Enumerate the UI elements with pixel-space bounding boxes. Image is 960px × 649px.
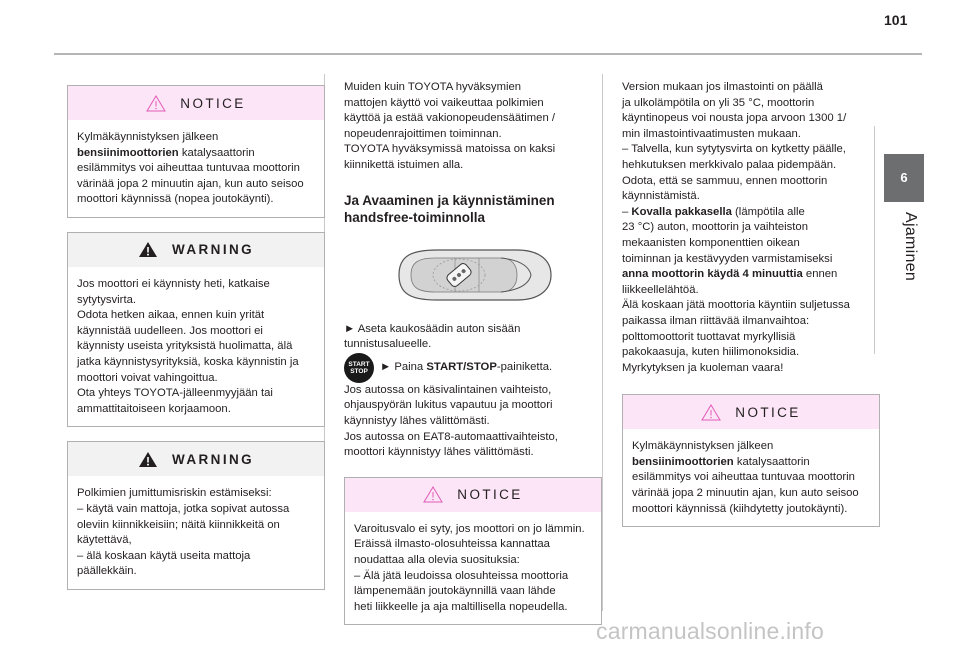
- start-stop-button-icon: [344, 353, 374, 383]
- warning-header: [68, 233, 324, 267]
- text-line: toiminnan ja kestävyyden varmistamiseksi: [622, 252, 833, 265]
- notice-box-2: [344, 477, 602, 626]
- text-line: Version mukaan jos ilmastointi on päällä: [622, 81, 823, 93]
- text-line: mattojen käyttö voi vaikeuttaa polkimien: [344, 96, 544, 109]
- text-line: [622, 205, 880, 221]
- section-title-line: handsfree-toiminnolla: [344, 209, 486, 225]
- notice-box-3: [622, 394, 880, 527]
- step-2-prefix: ► Paina: [380, 360, 427, 373]
- column-rule-2: [602, 74, 603, 611]
- text-line: ohjauspyörän lukitus vapautuu ja moottori: [344, 399, 553, 412]
- text-line: käynnisty useista yrityksistä huolimatta, älä: [77, 340, 293, 353]
- chapter-tab[interactable]: 6: [884, 154, 924, 202]
- text-line: hehkutuksen merkkivalo palaa pidempään.: [622, 158, 837, 171]
- notice-triangle-icon: [701, 404, 721, 421]
- text-line: sytytysvirta.: [77, 293, 136, 306]
- warning-triangle-icon: [138, 241, 158, 258]
- text-suffix: katalysaattorin: [733, 455, 810, 468]
- column-1: [67, 85, 325, 604]
- text-line: ammattitaitoiseen korjaamoon.: [77, 402, 231, 415]
- section-title-line: Ja Avaaminen ja käynnistäminen: [344, 192, 555, 208]
- text-line: min ilmastointivaatimusten mukaan.: [622, 127, 801, 140]
- text-line: – Älä jätä leudoissa olosuhteissa moottoria: [354, 569, 569, 582]
- notice-title: NOTICE: [457, 487, 523, 503]
- start-icon-label: START: [348, 360, 370, 368]
- warning-box-1: [67, 232, 325, 427]
- text-line: ja ulkolämpötila on yli 35 °C, moottorin: [622, 96, 815, 109]
- text-line: käynnistyy lähes välittömästi.: [344, 414, 490, 427]
- step-1-line: tunnistusalueelle.: [344, 338, 432, 351]
- text-line: moottori voivat vahingoittua.: [77, 371, 218, 384]
- notice-triangle-icon: [146, 95, 166, 112]
- text-line: Eräissä ilmasto-olosuhteissa kannattaa: [354, 538, 550, 551]
- section-title: [344, 192, 602, 226]
- page-number: 101: [884, 12, 908, 28]
- column-2: [344, 80, 602, 639]
- text-line: Polkimien jumittumisriskin estämiseksi:: [77, 487, 272, 500]
- header-divider: [54, 53, 922, 55]
- text-line: esilämmitys voi aiheuttaa tuntuvaa moottorin: [632, 471, 855, 484]
- notice-body: [623, 429, 879, 526]
- steps: [344, 322, 602, 461]
- intro-paragraph: [344, 80, 602, 174]
- text-line: käyntinopeus voi nousta jopa arvoon 1300 1/: [622, 112, 847, 125]
- stop-icon-label: STOP: [350, 367, 368, 375]
- text-line: bensiinimoottorien katalysaattorin: [77, 146, 255, 159]
- text-line: jatka käynnistysyrityksiä, koska käynnistin ja: [77, 355, 299, 368]
- text-suffix: (lämpötila alle: [731, 205, 805, 218]
- text-line: kiinnikettä istuimen alla.: [344, 158, 464, 171]
- text-line: heti liikkeelle ja aja maltillisella nopeudella.: [354, 600, 568, 613]
- notice-title: NOTICE: [735, 404, 801, 420]
- text-line: 23 °C) auton, moottorin ja vaihteiston: [622, 221, 808, 234]
- warning-body: [68, 476, 324, 589]
- text-line: Ota yhteys TOYOTA-jälleenmyyjään tai: [77, 387, 273, 400]
- text-line: – käytä vain mattoja, jotka sopivat autossa: [77, 502, 290, 515]
- step-2: [344, 353, 602, 383]
- text-line: Jos autossa on käsivalintainen vaihteisto,: [344, 383, 552, 396]
- text-line: moottori käynnistyy lähes välittömästi.: [344, 446, 534, 459]
- text-line: nopeudenrajoittimen toiminnan.: [344, 127, 502, 140]
- notice-triangle-icon: [423, 486, 443, 503]
- notice-title: NOTICE: [180, 95, 246, 111]
- text-line: käyttöä ja estää vakionopeudensäätimen /: [344, 112, 556, 125]
- notice-body: [345, 512, 601, 625]
- column-3: [622, 80, 880, 541]
- text-line: päällekkäin.: [77, 565, 137, 578]
- warning-title: WARNING: [171, 242, 255, 258]
- text-line: Jos moottori ei käynnisty heti, katkaise: [77, 277, 270, 290]
- notice-header: [68, 86, 324, 120]
- text-line: – älä koskaan käytä useita mattoja: [77, 549, 251, 562]
- warning-box-2: [67, 441, 325, 590]
- text-line: Jos autossa on EAT8-automaattivaihteisto,: [344, 430, 558, 443]
- text-line: – Talvella, kun sytytysvirta on kytketty päälle,: [622, 143, 846, 156]
- text-line: liikkeellelähtöä.: [622, 283, 699, 296]
- text-line: Kylmäkäynnistyksen jälkeen: [632, 440, 774, 453]
- text-line: polttomoottorit tuottavat myrkyllisiä: [622, 330, 796, 343]
- text-line: mekaanisten komponenttien oikean: [622, 236, 800, 249]
- bold-term: bensiinimoottorien: [632, 455, 734, 468]
- notice-body: [68, 120, 324, 217]
- text-line: pakokaasuja, kuten hiilimonoksidia.: [622, 346, 800, 359]
- text-line: käytettävä,: [77, 534, 132, 547]
- text-line: lämpenemään joutokäynnillä vaan lähde: [354, 585, 556, 598]
- text-line: oleviin kiinnikkeisiin; näitä kiinnikkeitä on: [77, 518, 280, 531]
- chapter-title: Ajaminen: [902, 212, 919, 282]
- text-line: moottori käynnissä (kiihdytetty joutokäynti).: [632, 502, 848, 515]
- warning-triangle-icon: [138, 451, 158, 468]
- warning-header: [68, 442, 324, 476]
- step-2-bold: START/STOP: [426, 360, 497, 373]
- text-line: värinää jopa 2 minuutin ajan, kun auto seisoo: [632, 487, 859, 500]
- notice-box-1: [67, 85, 325, 218]
- text-line: värinää jopa 2 minuutin ajan, kun auto seisoo: [77, 177, 304, 190]
- watermark: carmanualsonline.info: [596, 618, 824, 644]
- text-line: moottori käynnissä (nopea joutokäynti).: [77, 193, 274, 206]
- step-2-suffix: -painiketta.: [496, 360, 553, 373]
- text-line: käynnistää uudelleen. Jos moottori ei: [77, 324, 263, 337]
- bold-term: Kovalla pakkasella: [631, 205, 732, 218]
- text-line: [632, 455, 870, 471]
- text-line: Odota, että se sammuu, ennen moottorin: [622, 174, 828, 187]
- text-line: Älä koskaan jätä moottoria käyntiin suljetussa: [622, 299, 850, 312]
- text-line: paikassa ilman riittävää ilmanvaihtoa:: [622, 314, 810, 327]
- notice-header: [345, 478, 601, 512]
- notice-header: [623, 395, 879, 429]
- step-2-text: [380, 360, 552, 376]
- text-suffix: ennen: [802, 268, 838, 281]
- bold-term: bensiinimoottorien: [77, 146, 179, 159]
- warning-body: [68, 267, 324, 426]
- text-line: esilämmitys voi aiheuttaa tuntuvaa moottorin: [77, 162, 300, 175]
- text-line: Odota hetken aikaa, ennen kuin yrität: [77, 309, 265, 322]
- text-line: Kylmäkäynnistyksen jälkeen: [77, 131, 219, 143]
- dash-prefix: –: [622, 205, 632, 218]
- text-line: [622, 267, 880, 283]
- car-key-figure: [344, 242, 602, 308]
- text-line: noudattaa alla olevia suosituksia:: [354, 553, 520, 566]
- column-3-text: [622, 80, 880, 376]
- text-line: Varoitusvalo ei syty, jos moottori on jo lämmin.: [354, 522, 585, 535]
- text-line: Muiden kuin TOYOTA hyväksymien: [344, 81, 522, 93]
- text-line: Myrkytyksen ja kuoleman vaara!: [622, 361, 784, 374]
- car-with-key-illustration: [389, 242, 557, 308]
- text-line: TOYOTA hyväksymissä matoissa on kaksi: [344, 143, 556, 156]
- bold-term: anna moottorin käydä 4 minuuttia: [622, 268, 803, 281]
- step-1-line: ► Aseta kaukosäädin auton sisään: [344, 322, 521, 335]
- text-line: käynnistämistä.: [622, 190, 700, 203]
- warning-title: WARNING: [171, 451, 255, 467]
